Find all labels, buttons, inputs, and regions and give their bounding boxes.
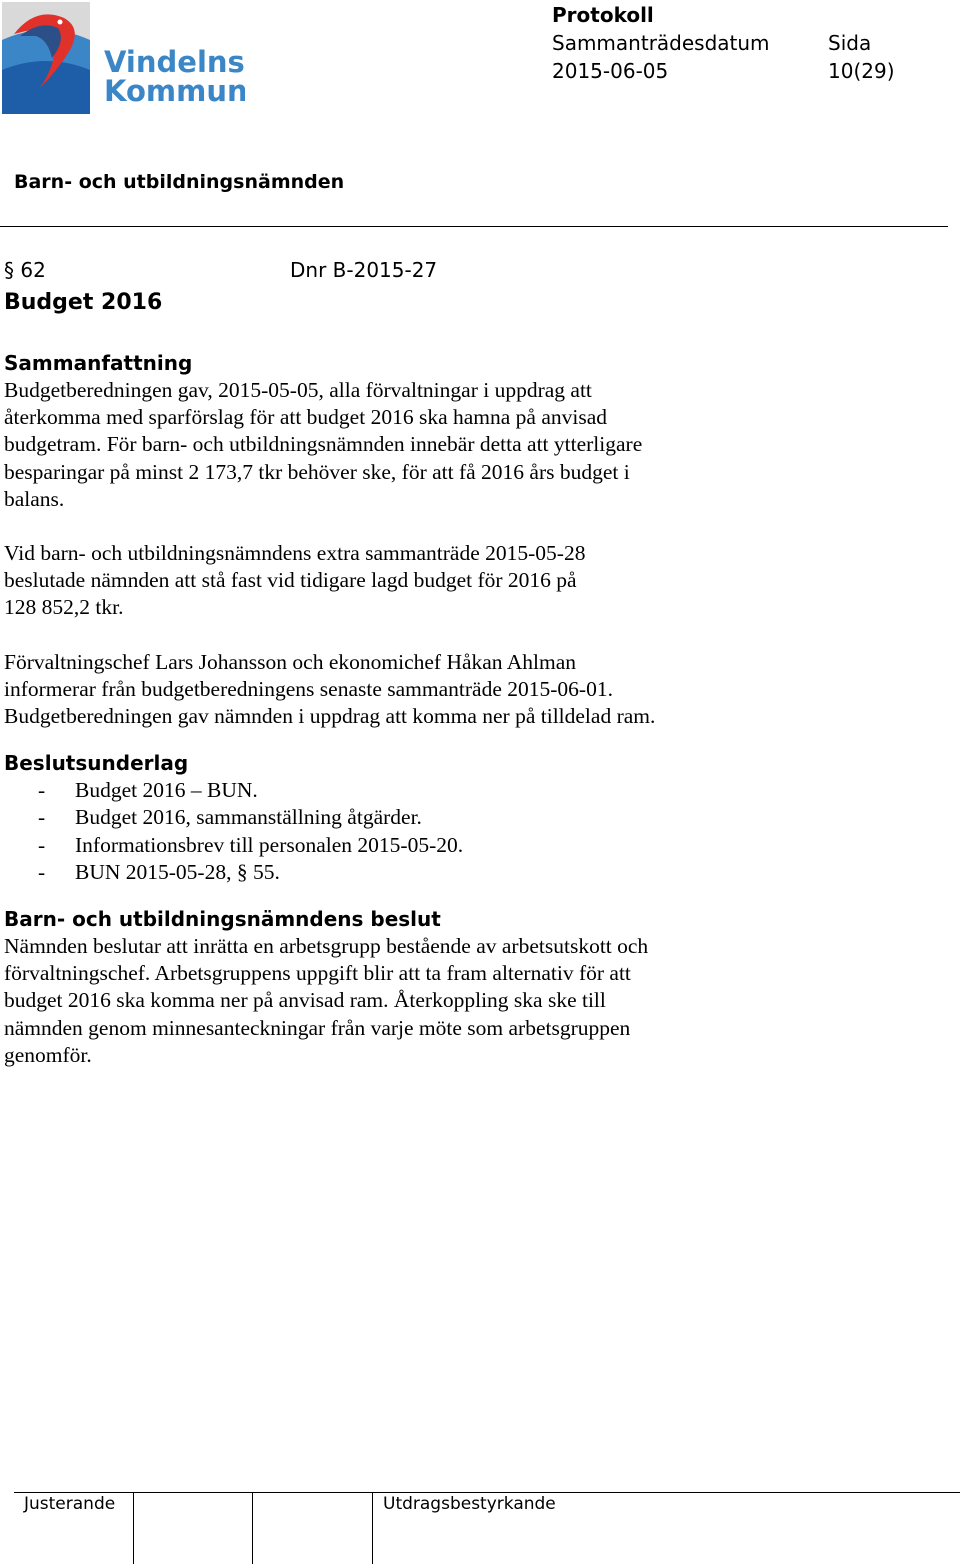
summary-paragraph-3 [4, 649, 844, 731]
list-item: - Budget 2016 – BUN. [4, 777, 844, 804]
diary-number: Dnr B-2015-27 [290, 258, 438, 282]
meeting-date: 2015-06-05 [552, 59, 669, 83]
decision-heading: Barn- och utbildningsnämndens beslut [4, 907, 441, 932]
page-label: Sida [828, 31, 872, 55]
text-line: informerar från budgetberedningens senaste sammanträde 2015-06-01. [4, 676, 613, 701]
paragraph-number: § 62 [4, 258, 46, 282]
text-line: nämnden genom minnesanteckningar från varje möte som arbetsgruppen [4, 1015, 631, 1040]
logo-line2: Kommun [104, 74, 245, 108]
committee-name: Barn- och utbildningsnämnden [14, 171, 345, 193]
footer-divider [14, 1492, 960, 1493]
text-line: Budgetberedningen gav nämnden i uppdrag att komma ner på tilldelad ram. [4, 704, 656, 729]
text-line: Nämnden beslutar att inrätta en arbetsgrupp bestående av arbetsutskott och [4, 934, 649, 959]
decision-paragraph [4, 933, 844, 1069]
text-line: budgetram. För barn- och utbildningsnämnden innebär detta att ytterligare [4, 432, 643, 457]
summary-paragraph-1 [4, 377, 844, 513]
municipality-logo [0, 0, 245, 120]
adjuster-label: Justerande [24, 1494, 116, 1514]
document-body [4, 350, 844, 1069]
basis-list [4, 777, 844, 886]
extract-certifier-label: Utdragsbestyrkande [383, 1494, 556, 1514]
text-line: balans. [4, 486, 65, 511]
text-line: Budgetberedningen gav, 2015-05-05, alla förvaltningar i uppdrag att [4, 378, 592, 402]
item-title: Budget 2016 [4, 290, 163, 315]
list-item: - BUN 2015-05-28, § 55. [4, 859, 844, 886]
text-line: genomför. [4, 1042, 92, 1067]
text-line: Förvaltningschef Lars Johansson och ekonomichef Håkan Ahlman [4, 649, 577, 674]
document-type-title: Protokoll [552, 3, 654, 27]
list-item: - Budget 2016, sammanställning åtgärder. [4, 804, 844, 831]
text-line: besparingar på minst 2 173,7 tkr behöver ske, för att få 2016 års budget i [4, 459, 630, 484]
summary-paragraph-2 [4, 540, 844, 622]
basis-heading: Beslutsunderlag [4, 751, 189, 776]
signature-box-divider [133, 1492, 134, 1564]
text-line: beslutade nämnden att stå fast vid tidigare lagd budget för 2016 på [4, 568, 577, 593]
text-line: Vid barn- och utbildningsnämndens extra sammanträde 2015-05-28 [4, 541, 586, 566]
text-line: budget 2016 ska komma ner på anvisad ram. Återkoppling ska ske till [4, 988, 606, 1013]
text-line: återkomma med sparförslag för att budget 2016 ska hamna på anvisad [4, 405, 608, 430]
signature-box-divider [372, 1492, 373, 1564]
text-line: 128 852,2 tkr. [4, 595, 124, 620]
logo-emblem-icon [0, 0, 245, 120]
list-item: - Informationsbrev till personalen 2015-05-20. [4, 832, 844, 859]
page-number: 10(29) [828, 59, 895, 83]
text-line: förvaltningschef. Arbetsgruppens uppgift blir att ta fram alternativ för att [4, 961, 631, 986]
signature-box-divider [252, 1492, 253, 1564]
header-divider [0, 226, 948, 227]
logo-line1: Vindelns [104, 45, 245, 79]
meeting-date-label: Sammanträdesdatum [552, 31, 770, 55]
summary-heading: Sammanfattning [4, 351, 193, 375]
